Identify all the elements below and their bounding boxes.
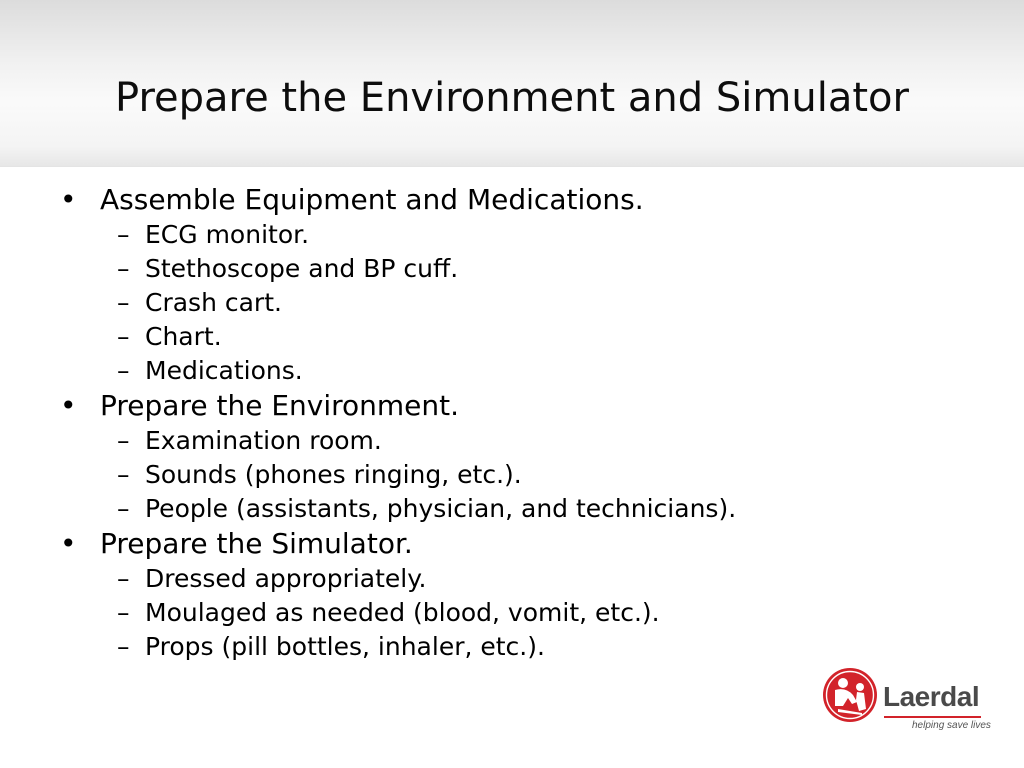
laerdal-logo (822, 667, 992, 737)
bullet-item (0, 526, 1024, 562)
bullet-text: Prepare the Environment. (100, 389, 460, 422)
sub-bullet-text: ECG monitor. (145, 220, 310, 249)
sub-bullet-text: Sounds (phones ringing, etc.). (145, 460, 522, 489)
bullet-marker: • (60, 183, 77, 216)
sub-bullet-text: Moulaged as needed (blood, vomit, etc.). (145, 598, 660, 627)
bullet-list (0, 182, 1024, 664)
sub-bullet-item (0, 562, 1024, 596)
sub-bullet-text: Dressed appropriately. (145, 564, 427, 593)
sub-bullet-item (0, 424, 1024, 458)
sub-bullet-text: People (assistants, physician, and technicians). (145, 494, 737, 523)
sub-bullet-item (0, 320, 1024, 354)
sub-bullet-item (0, 252, 1024, 286)
dash-marker: – (117, 426, 130, 455)
sub-bullet-item (0, 596, 1024, 630)
sub-bullet-item (0, 218, 1024, 252)
dash-marker: – (117, 598, 130, 627)
bullet-text: Assemble Equipment and Medications. (100, 183, 644, 216)
dash-marker: – (117, 288, 130, 317)
sub-bullet-item (0, 492, 1024, 526)
bullet-item (0, 182, 1024, 218)
logo-tagline: helping save lives (912, 720, 991, 731)
dash-marker: – (117, 632, 130, 661)
sub-bullet-item (0, 630, 1024, 664)
sub-bullet-text: Stethoscope and BP cuff. (145, 254, 459, 283)
sub-bullet-text: Medications. (145, 356, 303, 385)
dash-marker: – (117, 322, 130, 351)
sub-bullet-item (0, 354, 1024, 388)
sub-bullet-item (0, 458, 1024, 492)
dash-marker: – (117, 494, 130, 523)
dash-marker: – (117, 564, 130, 593)
sub-bullet-text: Chart. (145, 322, 222, 351)
sub-bullet-text: Examination room. (145, 426, 382, 455)
sub-bullet-text: Crash cart. (145, 288, 282, 317)
bullet-marker: • (60, 389, 77, 422)
slide-title: Prepare the Environment and Simulator (115, 75, 909, 121)
dash-marker: – (117, 220, 130, 249)
logo-wordmark: Laerdal (883, 681, 980, 712)
sub-bullet-item (0, 286, 1024, 320)
bullet-item (0, 388, 1024, 424)
logo-underline (884, 716, 981, 718)
bullet-marker: • (60, 527, 77, 560)
dash-marker: – (117, 356, 130, 385)
bullet-text: Prepare the Simulator. (100, 527, 413, 560)
dash-marker: – (117, 460, 130, 489)
sub-bullet-text: Props (pill bottles, inhaler, etc.). (145, 632, 545, 661)
laerdal-logo-icon (822, 667, 878, 723)
dash-marker: – (117, 254, 130, 283)
